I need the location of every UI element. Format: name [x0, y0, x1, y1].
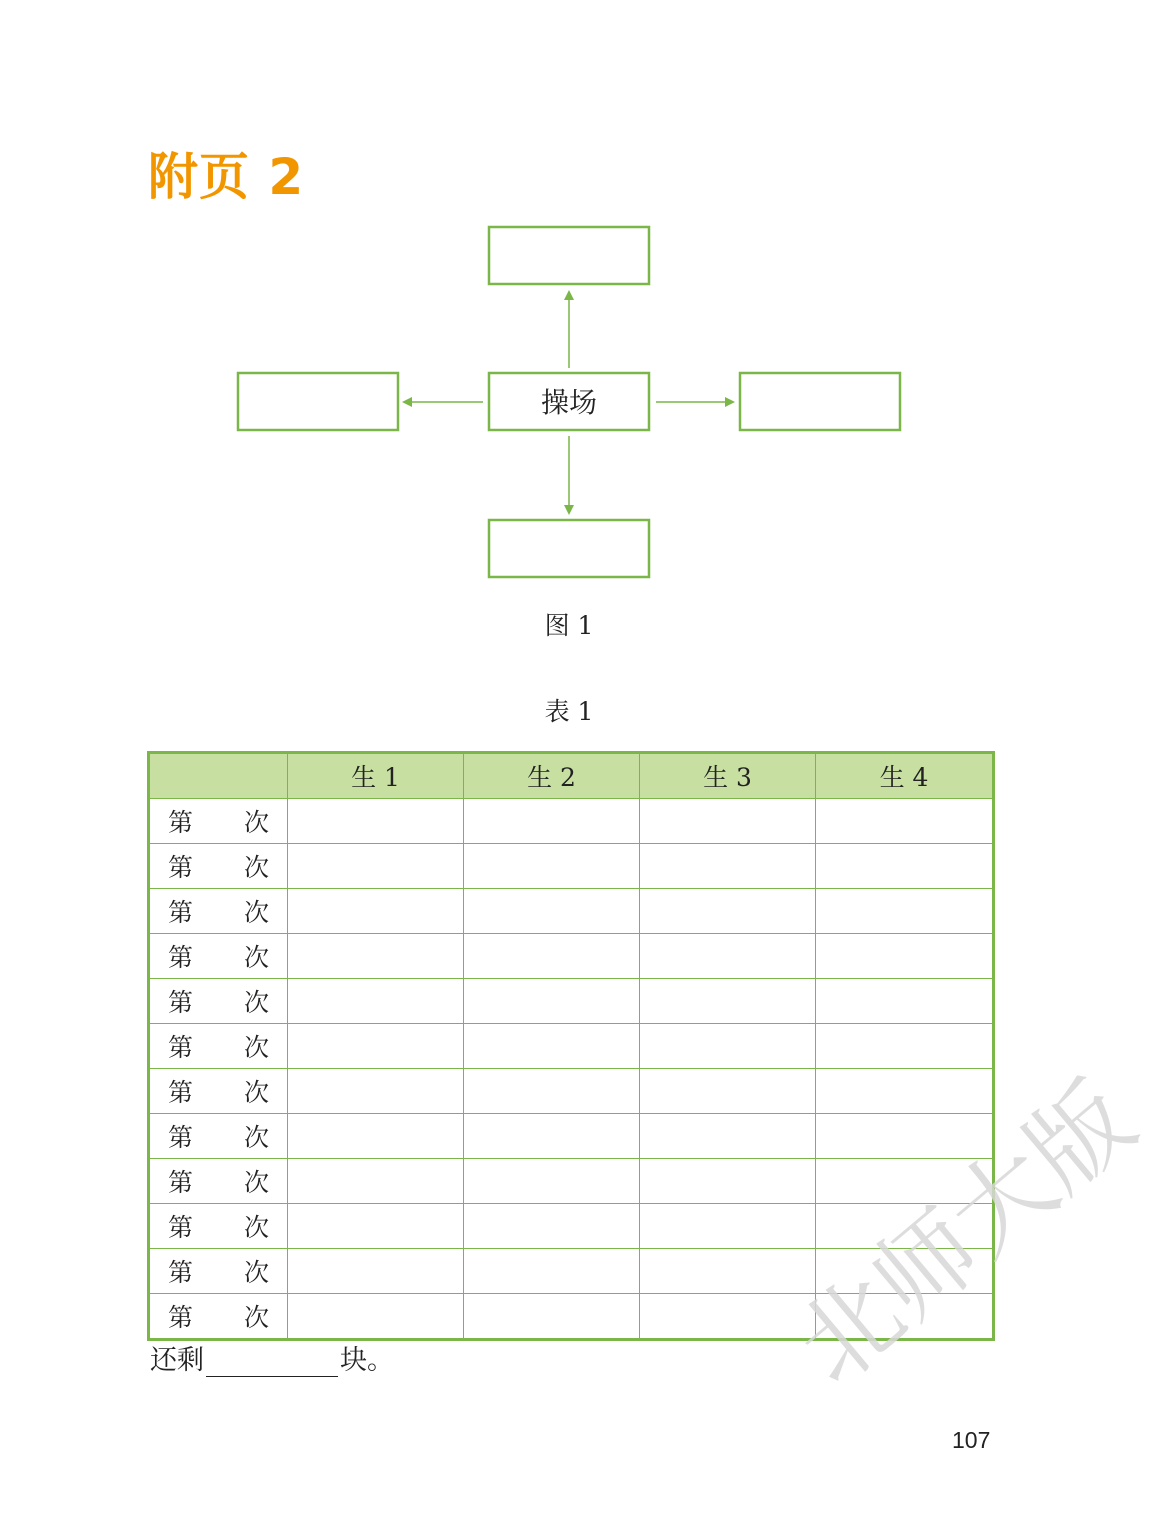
- south-box: [489, 520, 649, 577]
- table-cell-student-2[interactable]: [464, 934, 640, 979]
- row-label: [150, 1253, 287, 1289]
- row-label-left: 第: [168, 898, 194, 927]
- table-cell-student-4[interactable]: [816, 1069, 994, 1114]
- remain-suffix: 块。: [340, 1345, 394, 1376]
- table-cell-student-4[interactable]: [816, 889, 994, 934]
- row-label-cell: [149, 1069, 288, 1114]
- table-cell-student-2[interactable]: [464, 1024, 640, 1069]
- table-cell-student-2[interactable]: [464, 1204, 640, 1249]
- row-label-right: 次: [243, 853, 269, 882]
- row-label-right: 次: [243, 1168, 269, 1197]
- row-label-right: 次: [243, 1258, 269, 1287]
- page-heading: 附页 2: [148, 148, 305, 206]
- table-cell-student-3[interactable]: [640, 979, 816, 1024]
- table-cell-student-1[interactable]: [288, 1249, 464, 1294]
- row-label-cell: [149, 934, 288, 979]
- row-label: [150, 1208, 287, 1244]
- table-cell-student-3[interactable]: [640, 1204, 816, 1249]
- row-label: [150, 803, 287, 839]
- row-label: [150, 983, 287, 1019]
- row-label-right: 次: [243, 943, 269, 972]
- header-cell-student-3: 生 3: [640, 753, 816, 799]
- row-label: [150, 1118, 287, 1154]
- row-label: [150, 848, 287, 884]
- row-label-left: 第: [168, 988, 194, 1017]
- table-cell-student-3[interactable]: [640, 934, 816, 979]
- table-cell-student-3[interactable]: [640, 1024, 816, 1069]
- row-label-left: 第: [168, 1168, 194, 1197]
- header-cell-student-1: 生 1: [288, 753, 464, 799]
- row-label-right: 次: [243, 1033, 269, 1062]
- row-label-left: 第: [168, 1258, 194, 1287]
- row-label: [150, 938, 287, 974]
- table-cell-student-1[interactable]: [288, 844, 464, 889]
- row-label-left: 第: [168, 1303, 194, 1332]
- table-row: [149, 844, 994, 889]
- table-row: [149, 979, 994, 1024]
- table-cell-student-1[interactable]: [288, 934, 464, 979]
- remain-line: [150, 1338, 394, 1377]
- table-cell-student-2[interactable]: [464, 979, 640, 1024]
- table-cell-student-1[interactable]: [288, 1204, 464, 1249]
- remain-prefix: 还剩: [150, 1345, 204, 1376]
- row-label-cell: [149, 1114, 288, 1159]
- row-label-left: 第: [168, 853, 194, 882]
- row-label-cell: [149, 799, 288, 844]
- center-label: 操场: [540, 386, 598, 419]
- table-header-row: [149, 753, 994, 799]
- row-label-right: 次: [243, 1123, 269, 1152]
- row-label-left: 第: [168, 1123, 194, 1152]
- table-cell-student-2[interactable]: [464, 1294, 640, 1340]
- table-cell-student-4[interactable]: [816, 979, 994, 1024]
- header-cell-student-4: 生 4: [816, 753, 994, 799]
- row-label-left: 第: [168, 1213, 194, 1242]
- table-row: [149, 1159, 994, 1204]
- row-label-left: 第: [168, 1033, 194, 1062]
- table-cell-student-4[interactable]: [816, 844, 994, 889]
- table-cell-student-1[interactable]: [288, 979, 464, 1024]
- table-cell-student-2[interactable]: [464, 1069, 640, 1114]
- row-label-right: 次: [243, 1213, 269, 1242]
- table-cell-student-4[interactable]: [816, 799, 994, 844]
- row-label-right: 次: [243, 988, 269, 1017]
- header-cell-student-2: 生 2: [464, 753, 640, 799]
- table-cell-student-1[interactable]: [288, 799, 464, 844]
- row-label-cell: [149, 979, 288, 1024]
- row-label-cell: [149, 1294, 288, 1340]
- table-cell-student-4[interactable]: [816, 1024, 994, 1069]
- table-cell-student-1[interactable]: [288, 1024, 464, 1069]
- remain-blank[interactable]: [206, 1346, 338, 1377]
- row-label-left: 第: [168, 943, 194, 972]
- table-cell-student-4[interactable]: [816, 934, 994, 979]
- table-cell-student-2[interactable]: [464, 889, 640, 934]
- row-label: [150, 1073, 287, 1109]
- table-cell-student-3[interactable]: [640, 1159, 816, 1204]
- table-cell-student-3[interactable]: [640, 799, 816, 844]
- table-cell-student-2[interactable]: [464, 1114, 640, 1159]
- table-cell-student-3[interactable]: [640, 1114, 816, 1159]
- row-label-cell: [149, 889, 288, 934]
- watermark: 北师大版: [774, 1059, 1156, 1407]
- row-label-cell: [149, 1249, 288, 1294]
- table-cell-student-1[interactable]: [288, 1159, 464, 1204]
- row-label-right: 次: [243, 1303, 269, 1332]
- table-cell-student-1[interactable]: [288, 1114, 464, 1159]
- row-label-cell: [149, 1159, 288, 1204]
- row-label-left: 第: [168, 808, 194, 837]
- table-cell-student-3[interactable]: [640, 1069, 816, 1114]
- west-box: [238, 373, 398, 430]
- table-cell-student-1[interactable]: [288, 889, 464, 934]
- north-box: [489, 227, 649, 284]
- table-cell-student-1[interactable]: [288, 1294, 464, 1340]
- row-label: [150, 1028, 287, 1064]
- east-box: [740, 373, 900, 430]
- table-cell-student-2[interactable]: [464, 799, 640, 844]
- table-row: [149, 934, 994, 979]
- table-cell-student-2[interactable]: [464, 1159, 640, 1204]
- row-label: [150, 893, 287, 929]
- figure-caption: 图 1: [544, 611, 594, 640]
- row-label-cell: [149, 1024, 288, 1069]
- row-label-right: 次: [243, 808, 269, 837]
- table-row: [149, 799, 994, 844]
- table-row: [149, 889, 994, 934]
- direction-diagram: [0, 0, 1080, 600]
- row-label: [150, 1163, 287, 1199]
- table-row: [149, 1069, 994, 1114]
- row-label: [150, 1298, 287, 1334]
- page-number: 107: [952, 1427, 991, 1453]
- row-label-right: 次: [243, 1078, 269, 1107]
- row-label-cell: [149, 844, 288, 889]
- table-cell-student-3[interactable]: [640, 889, 816, 934]
- table-cell-student-2[interactable]: [464, 1249, 640, 1294]
- table-cell-student-1[interactable]: [288, 1069, 464, 1114]
- table-caption: 表 1: [544, 697, 594, 726]
- row-label-cell: [149, 1204, 288, 1249]
- row-label-right: 次: [243, 898, 269, 927]
- row-label-left: 第: [168, 1078, 194, 1107]
- table-cell-student-2[interactable]: [464, 844, 640, 889]
- table-row: [149, 1024, 994, 1069]
- table-cell-student-3[interactable]: [640, 844, 816, 889]
- table-row: [149, 1114, 994, 1159]
- header-cell-blank: [149, 753, 288, 799]
